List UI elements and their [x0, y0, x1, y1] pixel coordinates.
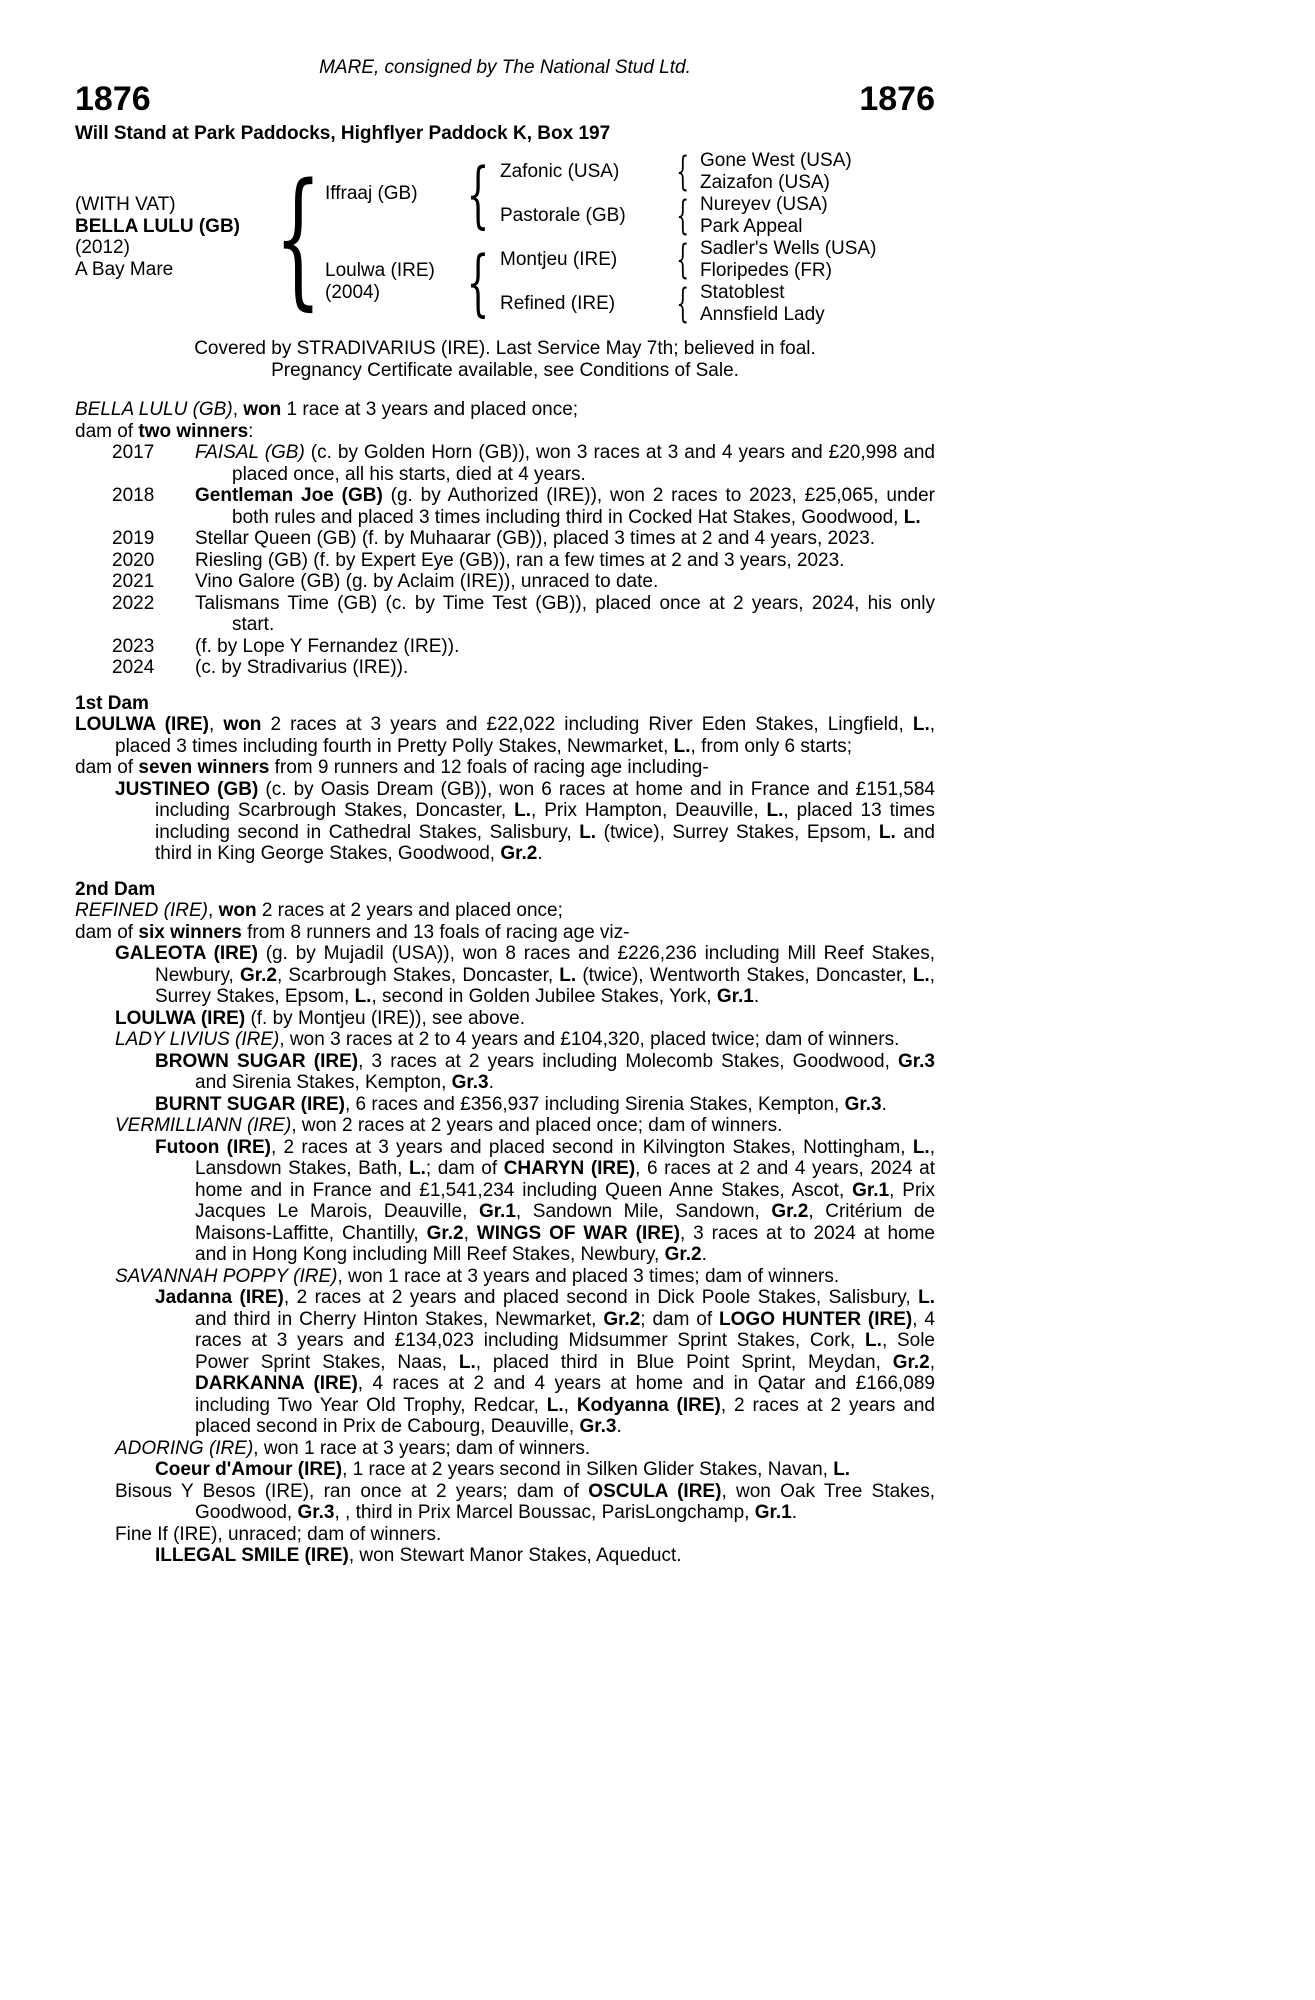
text-segment: , won 2 races at 2 years and placed once; dam of winners.	[291, 1115, 783, 1136]
pedigree-text-paragraph	[75, 779, 935, 865]
produce-row	[75, 571, 935, 593]
text-segment: .	[701, 1244, 707, 1265]
text-segment: ADORING (IRE)	[115, 1437, 254, 1459]
text-segment: ; dam of	[425, 1158, 504, 1179]
produce-list	[75, 442, 935, 679]
granddam-name: Pastorale (GB)	[500, 205, 626, 226]
text-segment: , 3 races at to 2024 at home and in Hong Kong including Mill Reef Stakes, Newbury,	[195, 1222, 936, 1265]
text-segment: L.	[409, 1158, 426, 1179]
produce-text	[195, 528, 935, 550]
text-segment: L.	[546, 1394, 564, 1416]
text-segment: ,	[563, 1394, 577, 1416]
mare-record-intro	[75, 399, 935, 421]
text-segment: LADY LIVIUS (IRE)	[115, 1029, 280, 1050]
text-segment: Gr.3	[844, 1093, 882, 1115]
text-segment: L.	[514, 800, 532, 821]
text-segment: Gr.2	[892, 1351, 930, 1373]
text-segment: ILLEGAL SMILE (IRE)	[155, 1545, 349, 1566]
text-segment: Gr.1	[852, 1179, 890, 1201]
produce-text	[195, 571, 935, 593]
text-segment: , Sole Power Sprint Stakes, Naas,	[195, 1330, 935, 1373]
text-segment: six winners	[138, 921, 242, 943]
brace-glyph: {	[274, 152, 322, 324]
text-segment: , Surrey Stakes, Epsom,	[155, 964, 935, 1007]
produce-year: 2018	[112, 485, 155, 506]
text-segment: .	[791, 1502, 798, 1523]
text-segment: FAISAL (GB)	[195, 442, 305, 463]
text-segment: .	[537, 843, 543, 864]
produce-row	[75, 485, 935, 528]
produce-text	[195, 550, 935, 572]
text-segment: Jadanna (IRE)	[155, 1287, 284, 1308]
text-segment: DARKANNA (IRE)	[195, 1373, 358, 1394]
produce-year: 2020	[112, 549, 155, 571]
text-segment: Gr.3	[451, 1072, 489, 1093]
text-segment: Stellar Queen (GB) (f. by Muhaarar (GB)), placed 3 times at 2 and 4 years, 2023.	[195, 528, 876, 549]
text-segment: L.	[918, 1287, 935, 1308]
first-dam-paragraphs	[75, 714, 935, 865]
text-segment: Fine If (IRE), unraced; dam of winners.	[115, 1523, 442, 1545]
pedigree-text-paragraph	[75, 714, 935, 757]
pedigree-text-paragraph	[75, 1545, 935, 1567]
pedigree-text-paragraph	[75, 1438, 935, 1460]
text-segment: and Sirenia Stakes, Kempton,	[195, 1072, 452, 1093]
text-segment: Gr.3	[297, 1502, 335, 1523]
pedigree-brace-gen1	[274, 152, 322, 324]
brace-glyph: {	[676, 193, 690, 239]
great-grandparent-name: Sadler's Wells (USA)	[700, 238, 877, 259]
text-segment: , 6 races and £356,937 including Sirenia Stakes, Kempton,	[345, 1093, 845, 1115]
text-segment: Gr.2	[426, 1222, 464, 1244]
text-segment: (c. by Stradivarius (IRE)).	[195, 657, 409, 678]
text-segment: Gr.1	[754, 1502, 792, 1523]
text-segment: , Prix Hampton, Deauville,	[531, 800, 767, 821]
second-dam-paragraphs	[75, 900, 935, 1567]
brace-glyph: {	[676, 149, 690, 195]
text-segment: , 4 races at 2 and 4 years at home and in Qatar and £166,089 including Two Year Old Trophy, Redcar,	[195, 1373, 935, 1416]
text-segment: .	[616, 1416, 622, 1437]
text-segment: 2 races at 3 years and £22,022 including River Eden Stakes, Lingfield,	[261, 714, 913, 735]
great-grandparent-name: Zaizafon (USA)	[700, 172, 830, 193]
text-segment: , Scarbrough Stakes, Doncaster,	[276, 964, 560, 986]
text-segment: won	[223, 714, 262, 735]
subject-foal-year: (2012)	[75, 237, 130, 258]
text-segment: LOGO HUNTER (IRE)	[719, 1308, 913, 1330]
text-segment: , 1 race at 2 years second in Silken Glider Stakes, Navan,	[342, 1459, 834, 1480]
text-segment: .	[881, 1093, 887, 1115]
text-segment: ,	[208, 714, 224, 735]
text-segment: L.	[878, 821, 896, 843]
consignor-line: MARE, consigned by The National Stud Ltd.	[319, 57, 691, 78]
text-segment: , won 3 races at 2 to 4 years and £104,320, placed twice; dam of winners.	[279, 1029, 900, 1050]
text-segment: SAVANNAH POPPY (IRE)	[115, 1265, 338, 1287]
grandsire-name: Montjeu (IRE)	[500, 249, 618, 270]
text-segment: .	[488, 1072, 494, 1093]
text-segment: BELLA LULU (GB)	[75, 399, 233, 420]
text-segment: (g. by Mujadil (USA)), won 8 races and £226,236 including Mill Reef Stakes, Newbury,	[155, 943, 935, 986]
text-segment: and third in King George Stakes, Goodwood,	[155, 821, 935, 864]
text-segment: L.	[833, 1459, 851, 1480]
great-grandparent-name: Gone West (USA)	[700, 150, 852, 171]
produce-text	[195, 442, 935, 485]
lot-number-right: 1876	[859, 79, 935, 118]
mare-record-dam-line	[75, 421, 935, 443]
great-grandparent-name: Floripedes (FR)	[700, 260, 832, 281]
text-segment: Futoon (IRE)	[155, 1136, 271, 1158]
produce-year: 2023	[112, 635, 155, 657]
text-segment: LOULWA (IRE)	[75, 714, 209, 735]
text-segment: L.	[912, 714, 930, 735]
great-grandparent-name: Statoblest	[700, 282, 785, 303]
text-segment: and third in Cherry Hinton Stakes, Newmarket,	[195, 1308, 604, 1330]
produce-text	[195, 657, 935, 679]
text-segment: , from only 6 starts;	[690, 735, 853, 757]
produce-year: 2019	[112, 528, 155, 549]
text-segment: (g. by Authorized (IRE)), won 2 races to 2023, £25,065, under both rules and placed 3 times including third in Cocked Hat Stakes, Goodwood,	[232, 485, 935, 528]
text-segment: ; dam of	[640, 1308, 720, 1330]
text-segment: L.	[903, 506, 921, 528]
text-segment: , 4 races at 3 years and £134,023 including Midsummer Sprint Stakes, Cork,	[195, 1308, 935, 1351]
text-segment: (f. by Lope Y Fernandez (IRE)).	[195, 635, 460, 657]
produce-row	[75, 528, 935, 550]
covering-line-2: Pregnancy Certificate available, see Conditions of Sale.	[271, 359, 739, 381]
text-segment: , won 1 race at 3 years; dam of winners.	[253, 1437, 591, 1459]
text-segment: CHARYN (IRE)	[503, 1158, 636, 1179]
text-segment: Gr.2	[664, 1244, 702, 1265]
text-segment: Gr.3	[579, 1416, 617, 1437]
text-segment: Bisous Y Besos (IRE), ran once at 2 years; dam of	[115, 1480, 589, 1502]
text-segment: Gr.2	[771, 1201, 809, 1222]
pedigree-text-paragraph	[75, 900, 935, 922]
text-segment: from 9 runners and 12 foals of racing age including-	[269, 757, 709, 778]
text-segment: (f. by Montjeu (IRE)), see above.	[245, 1007, 526, 1029]
text-segment: , won Oak Tree Stakes, Goodwood,	[195, 1480, 935, 1523]
text-segment: dam of	[75, 921, 139, 943]
brace-glyph: {	[466, 240, 490, 324]
stand-location-line: Will Stand at Park Paddocks, Highflyer Paddock K, Box 197	[75, 122, 611, 144]
text-segment: , won 1 race at 3 years and placed 3 times; dam of winners.	[337, 1265, 840, 1287]
text-segment: , won Stewart Manor Stakes, Aqueduct.	[348, 1545, 682, 1566]
pedigree-brace-gen2-dam	[461, 240, 495, 324]
text-segment: ,	[929, 1351, 935, 1373]
great-grandparent-name: Park Appeal	[700, 216, 803, 237]
text-segment: , 2 races at 2 years and placed second in Prix de Cabourg, Deauville,	[195, 1394, 935, 1437]
pedigree-text-paragraph	[75, 1029, 935, 1051]
text-segment: Gentleman Joe (GB)	[195, 485, 383, 506]
text-segment: , Sandown Mile, Sandown,	[515, 1201, 772, 1222]
text-segment: L.	[559, 964, 577, 986]
text-segment: (twice), Wentworth Stakes, Doncaster,	[576, 964, 913, 986]
produce-year: 2017	[112, 442, 155, 463]
text-segment: L.	[766, 800, 784, 821]
text-segment: won	[218, 900, 257, 921]
text-segment: (c. by Golden Horn (GB)), won 3 races at 3 and 4 years and £20,998 and placed once, all his starts, died at 4 years.	[232, 442, 935, 485]
text-segment: , 3 races at 2 years including Molecomb Stakes, Goodwood,	[358, 1050, 899, 1072]
text-segment: Gr.2	[603, 1308, 641, 1330]
catalog-page	[75, 0, 935, 1567]
pedigree-text-paragraph	[75, 922, 935, 944]
lot-number-row	[75, 81, 935, 117]
text-segment: two winners	[138, 420, 249, 442]
text-segment: , placed third in Blue Point Sprint, Meydan,	[475, 1351, 893, 1373]
sire-name: Iffraaj (GB)	[325, 183, 418, 204]
text-segment: WINGS OF WAR (IRE)	[476, 1222, 680, 1244]
great-grandparent-name: Nureyev (USA)	[700, 194, 828, 215]
pedigree-subject	[75, 194, 240, 280]
text-segment: Coeur d'Amour (IRE)	[155, 1459, 343, 1480]
text-segment: , second in Golden Jubilee Stakes, York,	[371, 986, 717, 1007]
text-segment: Vino Galore (GB) (g. by Aclaim (IRE)), unraced to date.	[195, 571, 659, 592]
dam-name: Loulwa (IRE)	[325, 260, 435, 281]
pedigree-text-paragraph	[75, 1137, 935, 1266]
text-segment: (twice), Surrey Stakes, Epsom,	[596, 821, 879, 843]
text-segment: , 6 races at 2 and 4 years, 2024 at home and in France and £1,541,234 including Queen Anne Stakes, Ascot,	[195, 1158, 936, 1201]
text-segment: LOULWA (IRE)	[115, 1007, 246, 1029]
produce-text	[195, 593, 935, 636]
produce-text	[195, 636, 935, 658]
produce-row	[75, 593, 935, 636]
text-segment: (c. by Oasis Dream (GB)), won 6 races at home and in France and £151,584 including Scarbrough Stakes, Doncaster,	[155, 778, 935, 821]
text-segment: L.	[673, 735, 691, 757]
text-segment: L.	[912, 1136, 930, 1158]
covering-line-1: Covered by STRADIVARIUS (IRE). Last Service May 7th; believed in foal.	[194, 338, 816, 359]
brace-glyph: {	[676, 281, 690, 327]
dam-foal-year: (2004)	[325, 281, 380, 303]
pedigree-text-paragraph	[75, 1266, 935, 1288]
text-segment: L.	[354, 986, 372, 1007]
text-segment: ,	[208, 900, 219, 921]
text-segment: JUSTINEO (GB)	[115, 778, 259, 800]
text-segment: L.	[865, 1330, 882, 1351]
produce-row	[75, 636, 935, 658]
pedigree-text-paragraph	[75, 1051, 935, 1094]
text-segment: 2 races at 2 years and placed once;	[256, 900, 563, 921]
pedigree-brace-gen3	[669, 193, 697, 239]
text-segment: BURNT SUGAR (IRE)	[155, 1093, 345, 1115]
text-segment: Gr.2	[240, 964, 277, 986]
text-segment: , , third in Prix Marcel Boussac, ParisLongchamp,	[334, 1502, 755, 1523]
text-segment: , placed 13 times including second in Cathedral Stakes, Salisbury,	[155, 800, 935, 843]
produce-year: 2022	[112, 592, 155, 614]
produce-row	[75, 657, 935, 679]
text-segment: Gr.3	[898, 1050, 935, 1072]
text-segment: , 2 races at 2 years and placed second in Dick Poole Stakes, Salisbury,	[283, 1287, 919, 1308]
text-segment: .	[753, 986, 760, 1007]
text-segment: GALEOTA (IRE)	[115, 943, 258, 964]
pedigree-text-paragraph	[75, 1287, 935, 1438]
text-segment: Gr.1	[478, 1201, 516, 1222]
text-segment: , 2 races at 3 years and placed second in Kilvington Stakes, Nottingham,	[270, 1136, 913, 1158]
subject-name: BELLA LULU (GB)	[75, 215, 240, 237]
vat-note: (WITH VAT)	[75, 194, 176, 215]
text-segment: BROWN SUGAR (IRE)	[155, 1050, 359, 1072]
pedigree-text-paragraph	[75, 943, 935, 1008]
text-segment: L.	[912, 964, 930, 986]
text-segment: :	[248, 420, 254, 442]
pedigree-text-paragraph	[75, 1094, 935, 1116]
text-segment: dam of	[75, 757, 139, 778]
race-record-body	[75, 399, 935, 1567]
second-dam-heading: 2nd Dam	[75, 878, 156, 900]
subject-description: A Bay Mare	[75, 258, 174, 280]
text-segment: VERMILLIANN (IRE)	[115, 1115, 292, 1136]
brace-glyph: {	[466, 152, 490, 236]
lot-number-left: 1876	[75, 79, 151, 118]
dam-block	[325, 260, 435, 303]
pedigree-brace-gen2-sire	[461, 152, 495, 236]
text-segment: won	[243, 399, 282, 420]
text-segment: Gr.1	[716, 986, 754, 1007]
pedigree-chart	[75, 150, 935, 328]
text-segment: seven winners	[138, 757, 270, 778]
text-segment: OSCULA (IRE)	[588, 1480, 722, 1502]
pedigree-brace-gen3	[669, 149, 697, 195]
text-segment: 1 race at 3 years and placed once;	[281, 399, 579, 420]
text-segment: from 8 runners and 13 foals of racing age viz-	[241, 921, 630, 943]
text-segment: , placed 3 times including fourth in Pretty Polly Stakes, Newmarket,	[115, 714, 936, 757]
pedigree-text-paragraph	[75, 1008, 935, 1030]
grandsire-name: Zafonic (USA)	[500, 161, 620, 182]
produce-row	[75, 442, 935, 485]
pedigree-brace-gen3	[669, 237, 697, 283]
text-segment: ,	[232, 399, 244, 420]
first-dam-heading: 1st Dam	[75, 692, 149, 714]
pedigree-text-paragraph	[75, 757, 935, 779]
text-segment: , Prix Jacques Le Marois, Deauville,	[195, 1179, 936, 1222]
covering-statement	[75, 338, 935, 381]
produce-year: 2021	[112, 571, 155, 592]
text-segment: Kodyanna (IRE)	[576, 1394, 721, 1416]
text-segment: Gr.2	[500, 843, 538, 864]
pedigree-text-paragraph	[75, 1459, 935, 1481]
text-segment: REFINED (IRE)	[75, 900, 208, 921]
produce-year: 2024	[112, 657, 155, 678]
text-segment: dam of	[75, 420, 139, 442]
pedigree-brace-gen3	[669, 281, 697, 327]
text-segment: L.	[579, 821, 597, 843]
great-grandparent-name: Annsfield Lady	[700, 304, 825, 325]
pedigree-text-paragraph	[75, 1524, 935, 1546]
produce-row	[75, 550, 935, 572]
text-segment: ,	[463, 1222, 477, 1244]
granddam-name: Refined (IRE)	[500, 293, 616, 314]
text-segment: Riesling (GB) (f. by Expert Eye (GB)), ran a few times at 2 and 3 years, 2023.	[195, 549, 845, 571]
text-segment: , Lansdown Stakes, Bath,	[195, 1136, 935, 1179]
text-segment: Talismans Time (GB) (c. by Time Test (GB)), placed once at 2 years, 2024, his only start.	[195, 592, 935, 635]
pedigree-text-paragraph	[75, 1481, 935, 1524]
brace-glyph: {	[676, 237, 690, 283]
produce-text	[195, 485, 935, 528]
text-segment: , Critérium de Maisons-Laffitte, Chantilly,	[195, 1201, 935, 1244]
text-segment: L.	[458, 1351, 476, 1373]
pedigree-text-paragraph	[75, 1115, 935, 1137]
